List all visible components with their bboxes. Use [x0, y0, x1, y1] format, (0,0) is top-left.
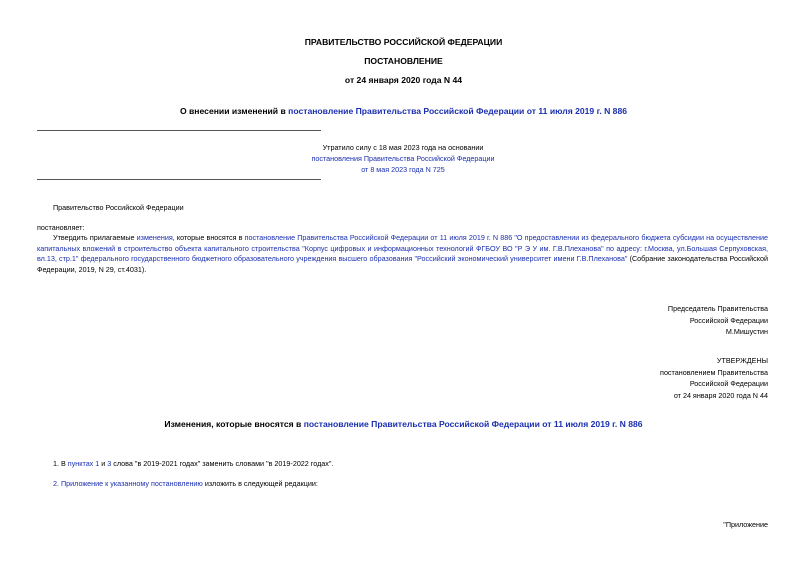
- item2-link[interactable]: 2. Приложение к указанному постановлению: [53, 479, 203, 488]
- divider-top: [37, 130, 321, 131]
- doc-type: ПОСТАНОВЛЕНИЕ: [364, 56, 443, 66]
- signature-org: Российской Федерации: [689, 315, 768, 325]
- para-tail: (Собрание законодательства Российской Федерации, 2019, N 29, ст.4031).: [37, 254, 769, 274]
- status-line: Утратило силу с 18 мая 2023 года на основании: [322, 143, 484, 152]
- item1-link-3[interactable]: 3: [107, 459, 112, 468]
- status-link-decree[interactable]: постановления Правительства Российской Федерации: [311, 154, 495, 163]
- signature-title: Председатель Правительства: [667, 304, 768, 313]
- item1-and: и: [99, 459, 108, 468]
- item1-link-points[interactable]: пунктах 1: [67, 459, 100, 468]
- change-item-1: [53, 458, 333, 469]
- doc-date-number: от 24 января 2020 года N 44: [344, 75, 463, 85]
- org-name: ПРАВИТЕЛЬСТВО РОССИЙСКОЙ ФЕДЕРАЦИИ: [304, 37, 503, 47]
- status-link-date[interactable]: от 8 мая 2023 года N 725: [361, 165, 445, 174]
- doc-title: [0, 106, 807, 116]
- para-link-decree[interactable]: постановление Правительства Российской Федерации от 11 июля 2019 г. N 886: [244, 233, 513, 242]
- signature-block: [560, 303, 768, 338]
- approved-heading: УТВЕРЖДЕНЫ: [716, 356, 768, 365]
- changes-title-prefix: Изменения, которые вносятся в: [164, 419, 304, 429]
- status-notice: [237, 142, 569, 175]
- change-item-2: [53, 478, 318, 489]
- para-link-rest[interactable]: "О предоставлении из федерального бюджета субсидии на осуществление капитальных вложений в строительство объекта капитального строительства "Корпус цифровых и информационных технологий ФГБОУ ВО "Р Э У им. Г.В.Плеханова" по адресу: г.Москва, ул.Большая Серпуховская, вл.13, стр.1" федерального государственного бюджетного образовательного учреждения высшего образования "Российский экономический университет имени Г.В.Плеханова": [37, 233, 768, 264]
- appendix-heading: "Приложение: [723, 520, 768, 529]
- approved-by: постановлением Правительства: [660, 367, 768, 377]
- item2-rest: изложить в следующей редакции:: [202, 479, 318, 488]
- para-link-changes[interactable]: изменения: [136, 233, 173, 242]
- doc-title-prefix: О внесении изменений в: [179, 106, 289, 116]
- changes-title: [0, 419, 807, 429]
- approved-org: Российской Федерации: [689, 379, 768, 388]
- approved-block: [560, 355, 768, 401]
- item1-start: 1. В: [53, 459, 68, 468]
- signature-name: М.Мишустин: [725, 327, 768, 336]
- doc-title-link[interactable]: постановление Правительства Российской Федерации от 11 июля 2019 г. N 886: [288, 106, 628, 116]
- decrees-text: постановляет:: [37, 223, 85, 232]
- approved-date: от 24 января 2020 года N 44: [673, 390, 768, 400]
- intro-text: Правительство Российской Федерации: [53, 203, 184, 212]
- para-mid: , которые вносятся в: [172, 233, 245, 242]
- divider-bottom: [37, 179, 321, 180]
- main-paragraph: [37, 233, 768, 275]
- item1-rest: слова "в 2019-2021 годах" заменить словами "в 2019-2022 годах".: [111, 459, 334, 468]
- para-prefix: Утвердить прилагаемые: [53, 233, 137, 242]
- changes-title-link[interactable]: постановление Правительства Российской Федерации от 11 июля 2019 г. N 886: [303, 419, 643, 429]
